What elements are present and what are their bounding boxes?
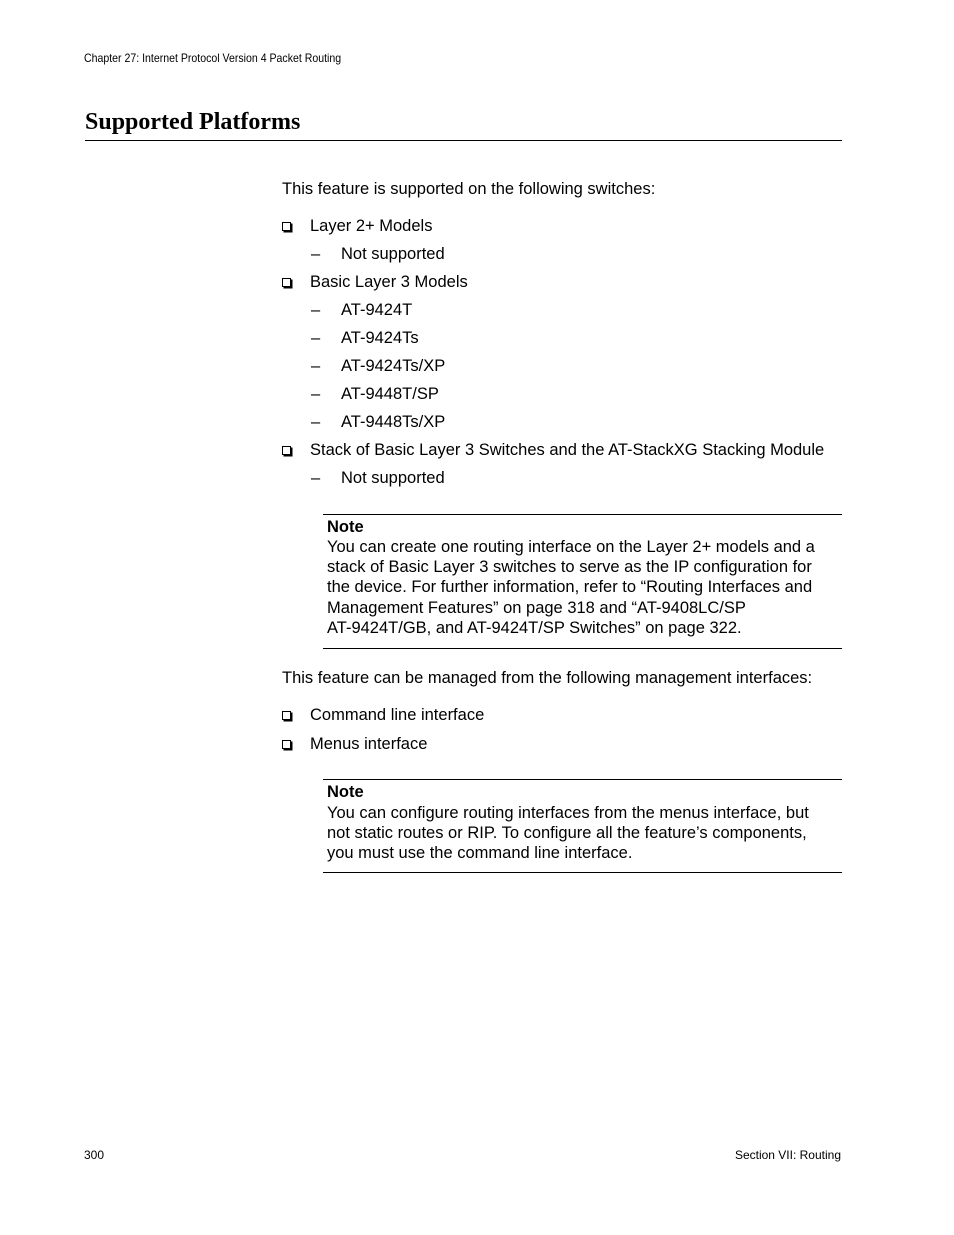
sub-list-item: AT-9424Ts xyxy=(341,329,419,347)
list-item: Stack of Basic Layer 3 Switches and the AT-StackXG Stacking Module xyxy=(310,441,825,459)
note-body xyxy=(327,537,842,638)
footer-section-label: Section VII: Routing xyxy=(734,1148,841,1162)
note-top-rule xyxy=(323,779,842,780)
sub-list-item: AT-9448Ts/XP xyxy=(341,413,446,431)
management-intro: This feature can be managed from the following management interfaces: xyxy=(282,669,813,687)
sub-list-item: Not supported xyxy=(341,245,445,263)
list-item: Basic Layer 3 Models xyxy=(310,273,468,291)
note-line: You can configure routing interfaces from the menus interface, but xyxy=(327,804,809,822)
sub-list-item: AT-9424Ts/XP xyxy=(341,357,446,375)
section-title: Supported Platforms xyxy=(85,109,301,135)
sub-list-item: AT-9424T xyxy=(341,301,413,319)
note-line: AT-9424T/GB, and AT-9424T/SP Switches” on page 322. xyxy=(327,618,742,637)
dash-icon: – xyxy=(311,301,321,319)
list-item: Menus interface xyxy=(310,735,428,753)
note-body xyxy=(327,803,842,864)
sub-list-item: AT-9448T/SP xyxy=(341,385,439,403)
dash-icon: – xyxy=(311,385,321,403)
checkbox-bullet-icon xyxy=(282,711,291,720)
sub-list-item: Not supported xyxy=(341,469,445,487)
checkbox-bullet-icon xyxy=(282,222,291,231)
note-top-rule xyxy=(323,514,842,515)
list-item: Layer 2+ Models xyxy=(310,217,433,235)
note-line: the device. For further information, refer to “Routing Interfaces and xyxy=(327,578,813,597)
title-rule xyxy=(85,140,842,141)
dash-icon: – xyxy=(311,469,321,487)
dash-icon: – xyxy=(311,413,321,431)
checkbox-bullet-icon xyxy=(282,740,291,749)
dash-icon: – xyxy=(311,357,321,375)
checkbox-bullet-icon xyxy=(282,278,291,287)
checkbox-bullet-icon xyxy=(282,446,291,455)
page-number: 300 xyxy=(84,1148,105,1162)
note-line: You can create one routing interface on the Layer 2+ models and a xyxy=(327,538,815,556)
note-bottom-rule xyxy=(323,648,842,649)
note-line: stack of Basic Layer 3 switches to serve as the IP configuration for xyxy=(327,558,812,577)
note-bottom-rule xyxy=(323,872,842,873)
note-line: you must use the command line interface. xyxy=(327,844,633,863)
note-line: not static routes or RIP. To configure all the feature’s components, xyxy=(327,824,807,843)
switches-intro: This feature is supported on the following switches: xyxy=(282,180,656,198)
list-item: Command line interface xyxy=(310,706,485,724)
note-heading: Note xyxy=(327,518,364,536)
note-heading: Note xyxy=(327,783,364,801)
dash-icon: – xyxy=(311,245,321,263)
running-header: Chapter 27: Internet Protocol Version 4 Packet Routing xyxy=(84,51,342,65)
note-line: Management Features” on page 318 and “AT-9408LC/SP xyxy=(327,598,746,617)
dash-icon: – xyxy=(311,329,321,347)
